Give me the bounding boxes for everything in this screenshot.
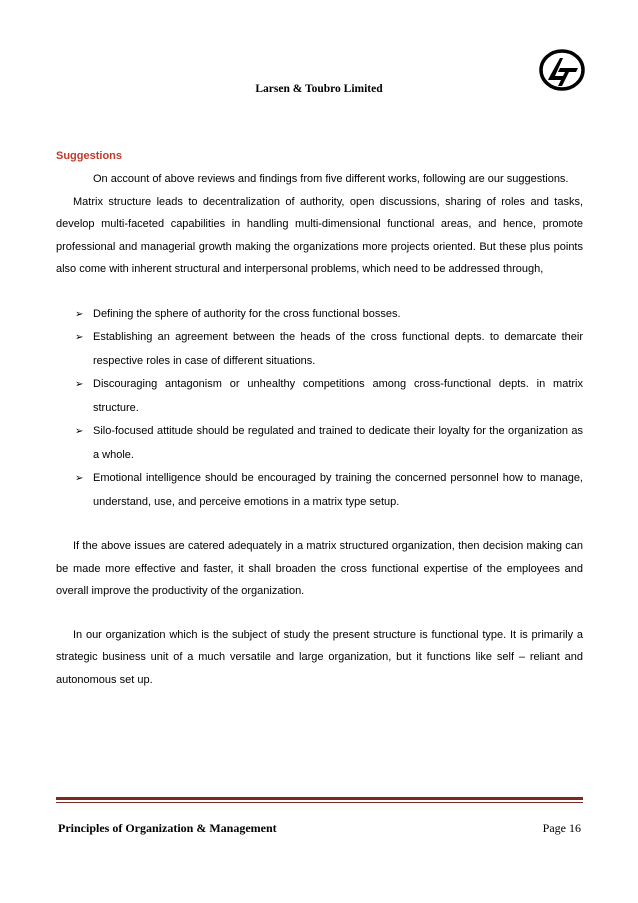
arrow-bullet-icon: ➢	[75, 379, 84, 390]
list-item	[56, 420, 583, 467]
arrow-bullet-icon: ➢	[75, 308, 84, 320]
list-item-text: Defining the sphere of authority for the cross functional bosses.	[93, 307, 401, 320]
list-item-text: Discouraging antagonism or unhealthy competitions among cross-functional depts. in matrix structure.	[93, 378, 583, 414]
footer-title: Principles of Organization & Management	[58, 821, 277, 835]
list-item	[56, 303, 583, 327]
footer-rule	[56, 797, 583, 800]
suggestion-list	[56, 303, 583, 515]
list-item	[56, 467, 583, 514]
page-number: Page 16	[542, 821, 581, 835]
list-item	[56, 326, 583, 373]
arrow-bullet-icon: ➢	[75, 473, 84, 484]
arrow-bullet-icon: ➢	[75, 332, 84, 343]
list-item-text: Silo-focused attitude should be regulated and trained to dedicate their loyalty for the organization as a whole.	[93, 425, 583, 461]
matrix-paragraph: Matrix structure leads to decentralization of authority, open discussions, sharing of roles and tasks, develop multi-faceted capabilities in handling multi-dimensional functional areas, and hence, promote professional and managerial growth making the organizations more projects oriented. But these plus points also come with inherent structural and interpersonal problems, which need to be addressed through,	[56, 195, 583, 275]
closing-paragraph-2: In our organization which is the subject of study the present structure is functional type. It is primarily a strategic business unit of a much versatile and large organization, but it functions like self – reliant and autonomous set up.	[56, 628, 583, 686]
closing-paragraph-1: If the above issues are catered adequately in a matrix structured organization, then decision making can be made more effective and faster, it shall broaden the cross functional expertise of the employees and overall improve the productivity of the organization.	[56, 540, 583, 597]
main-content	[56, 140, 583, 691]
arrow-bullet-icon: ➢	[75, 426, 84, 437]
footer-rule-thin	[56, 802, 583, 803]
list-item	[56, 373, 583, 420]
company-title: Larsen & Toubro Limited	[255, 83, 383, 95]
list-item-text: Emotional intelligence should be encouraged by training the concerned personnel how to manage, understand, use, and perceive emotions in a matrix type setup.	[93, 472, 583, 508]
lt-logo-icon	[538, 46, 586, 94]
list-item-text: Establishing an agreement between the heads of the cross functional depts. to demarcate their respective roles in case of different situations.	[93, 331, 583, 367]
intro-paragraph: On account of above reviews and findings from five different works, following are our suggestions.	[93, 173, 569, 185]
section-heading: Suggestions	[56, 150, 123, 162]
